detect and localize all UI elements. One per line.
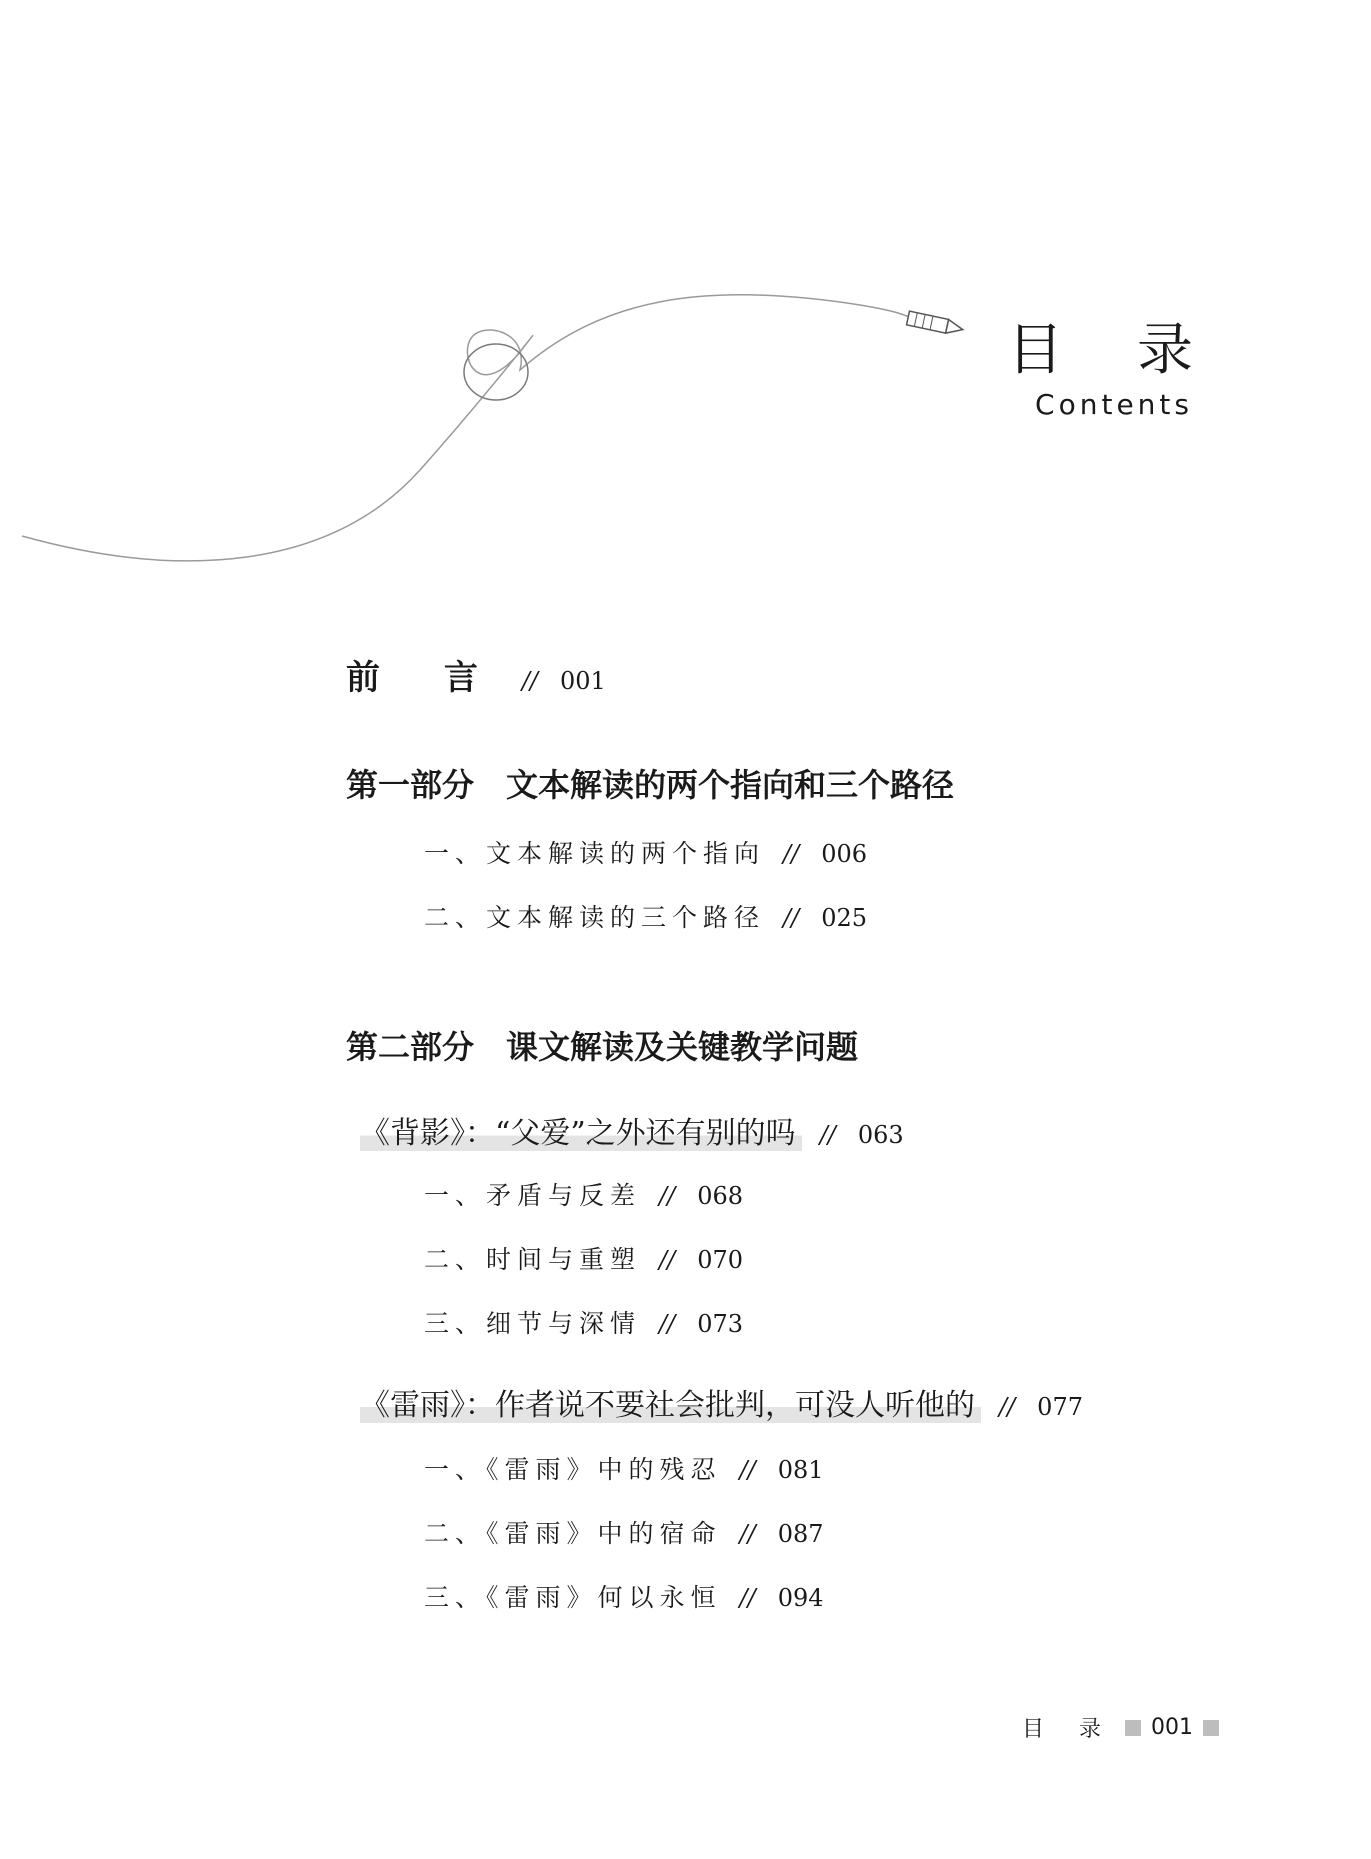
separator: // — [783, 840, 800, 868]
toc-entry[interactable] — [424, 1176, 743, 1212]
page-subtitle: Contents — [1035, 387, 1193, 421]
entry-label: 一、文本解读的两个指向 — [424, 839, 766, 868]
separator: // — [739, 1520, 756, 1548]
toc-entry[interactable] — [424, 834, 867, 870]
footer-label: 目 录 — [1022, 1717, 1115, 1742]
part-title: 第一部分 — [346, 766, 475, 804]
separator: // — [739, 1456, 756, 1484]
toc-article-leiyu[interactable] — [360, 1380, 1083, 1424]
entry-label: 三、细节与深情 — [424, 1309, 642, 1338]
page-number: 063 — [857, 1121, 904, 1149]
toc-entry[interactable] — [424, 1240, 743, 1276]
part-title: 第二部分 — [346, 1028, 475, 1066]
entry-label: 二、《雷雨》中的宿命 — [424, 1519, 722, 1548]
toc-entry-preface[interactable] — [346, 650, 606, 699]
entry-label: 三、《雷雨》何以永恒 — [424, 1583, 722, 1612]
page-number: 006 — [821, 840, 867, 868]
page-number: 087 — [777, 1520, 824, 1548]
page-number: 094 — [777, 1584, 824, 1612]
toc-entry[interactable] — [424, 1514, 824, 1550]
separator: // — [819, 1121, 836, 1149]
page-footer — [1022, 1712, 1219, 1743]
page-title: 目 录 — [1007, 318, 1221, 383]
part-subtitle: 课文解读及关键教学问题 — [506, 1028, 859, 1066]
toc-heading — [1007, 318, 1221, 421]
page-number: 073 — [697, 1310, 743, 1338]
toc-entry[interactable] — [424, 1304, 743, 1340]
toc-entry[interactable] — [424, 1450, 824, 1486]
toc-part-2-heading[interactable] — [346, 1022, 858, 1068]
separator: // — [739, 1584, 756, 1612]
entry-label: 二、文本解读的三个路径 — [424, 903, 766, 932]
footer-page-number: 001 — [1151, 1715, 1193, 1740]
page-number: 001 — [560, 667, 606, 695]
page-number: 081 — [777, 1456, 824, 1484]
entry-label: 一、矛盾与反差 — [424, 1181, 642, 1210]
toc-entry[interactable] — [424, 898, 867, 934]
toc-article-beiying[interactable] — [360, 1108, 904, 1152]
decorative-curve-illustration — [0, 0, 1371, 600]
separator: // — [783, 904, 800, 932]
article-title: 《雷雨》：作者说不要社会批判，可没人听他的 — [360, 1388, 981, 1423]
page-number: 077 — [1037, 1393, 1083, 1421]
page-number: 068 — [697, 1182, 743, 1210]
toc-entry[interactable] — [424, 1578, 824, 1614]
pencil-icon — [907, 311, 965, 336]
footer-square-marker — [1203, 1720, 1219, 1736]
footer-square-marker — [1125, 1720, 1141, 1736]
toc-part-1-heading[interactable] — [346, 760, 954, 806]
page-number: 025 — [821, 904, 867, 932]
article-title: 《背影》：“父爱”之外还有别的吗 — [360, 1116, 802, 1151]
separator: // — [999, 1393, 1016, 1421]
entry-label: 一、《雷雨》中的残忍 — [424, 1455, 722, 1484]
separator: // — [659, 1246, 676, 1274]
entry-label: 前 言 — [346, 658, 504, 698]
separator: // — [521, 667, 539, 695]
part-subtitle: 文本解读的两个指向和三个路径 — [506, 766, 955, 804]
separator: // — [659, 1182, 676, 1210]
page-number: 070 — [697, 1246, 743, 1274]
entry-label: 二、时间与重塑 — [424, 1245, 642, 1274]
separator: // — [659, 1310, 676, 1338]
